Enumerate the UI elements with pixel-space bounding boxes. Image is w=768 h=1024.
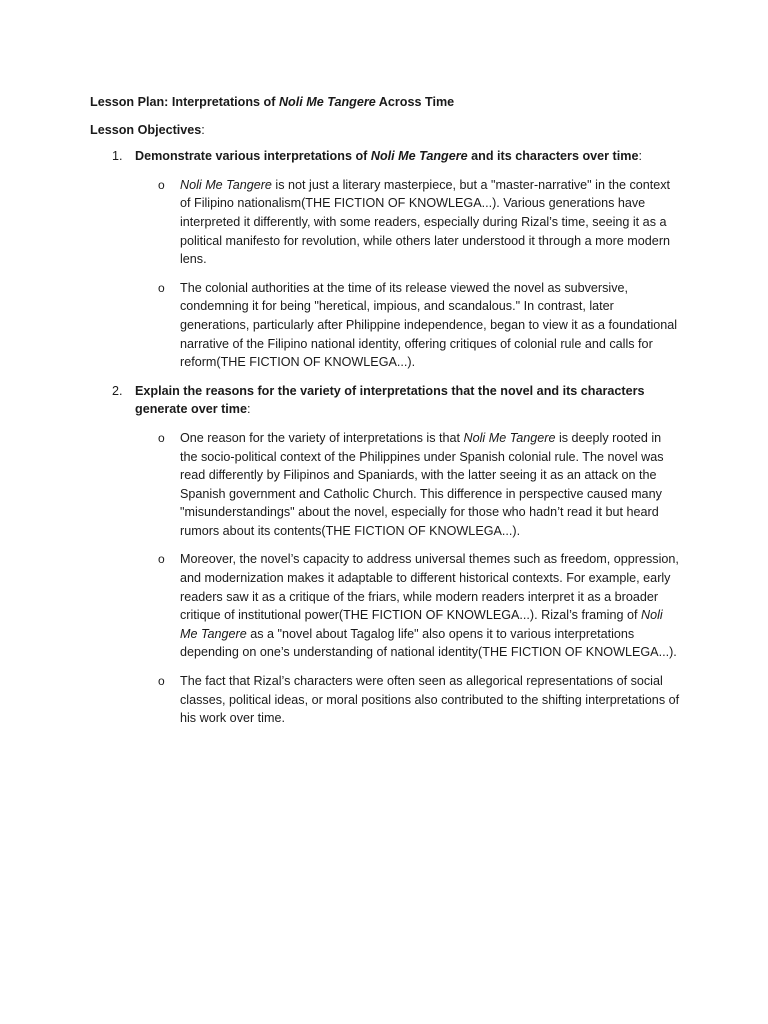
bullet-text-after: as a "novel about Tagalog life" also opens it to various interpretations depending on one’s understanding of national identity(THE FICTION OF KNOWLEGA...). <box>180 626 677 660</box>
document-page <box>90 93 690 738</box>
objectives-label-text: Lesson Objectives <box>90 122 202 137</box>
bullet-body: is not just a literary masterpiece, but a "master-narrative" in the context of Filipino nationalism(THE FICTION OF KNOWLEGA...). Various generations have interpreted it differently, with some readers, especially during Rizal’s time, seeing it as a political manifesto for revolution, while others later understood it through a more modern lens. <box>180 177 671 267</box>
bullet-marker: o <box>158 552 165 567</box>
bullet-text: The colonial authorities at the time of its release viewed the novel as subversive, condemning it for being "heretical, impious, and scandalous." In contrast, later generations, particularly after Philippine independence, began to view it as a foundational narrative of the Filipino national identity, offering critiques of colonial rule and calls for reform(THE FICTION OF KNOWLEGA...). <box>180 280 678 370</box>
objectives-label-colon: : <box>201 122 205 137</box>
title-italic: Noli Me Tangere <box>278 95 376 109</box>
objective-2 <box>90 382 690 728</box>
title-suffix: Across Time <box>375 95 455 109</box>
list-item <box>135 550 680 662</box>
objective-number: 2. <box>112 383 123 398</box>
bullet-marker: o <box>158 280 165 295</box>
objective-1 <box>90 147 690 372</box>
page-title <box>90 93 690 112</box>
objective-heading <box>135 147 690 166</box>
list-item <box>135 429 680 541</box>
list-item <box>135 176 680 269</box>
bullet-marker: o <box>158 430 165 445</box>
bullet-text: The fact that Rizal’s characters were often seen as allegorical representations of social classes, political ideas, or moral positions also contributed to the shifting interpretations of his work over time. <box>180 674 680 726</box>
heading-colon: : <box>247 402 251 417</box>
bullet-italic-lead: Noli Me Tangere <box>180 177 272 192</box>
heading-suffix: and its characters over time <box>467 149 639 164</box>
bullet-text <box>180 176 680 269</box>
objectives-label <box>90 121 690 140</box>
heading-text: Explain the reasons for the variety of interpretations that the novel and its characters generate over time <box>135 383 645 417</box>
bullet-text <box>180 550 680 662</box>
bullet-text-before: One reason for the variety of interpretations is that <box>180 430 464 445</box>
bullet-text-before: Moreover, the novel’s capacity to address universal themes such as freedom, oppression, and modernization makes it adaptable to different historical contexts. For example, early readers saw it as a critique of the friars, while modern readers interpret it as a broader critique of institutional power(THE FICTION OF KNOWLEGA...). Rizal’s framing of <box>180 552 679 623</box>
bullet-text <box>180 429 680 541</box>
bullet-italic-mid: Noli Me Tangere <box>180 608 663 641</box>
list-item <box>135 672 680 728</box>
heading-italic: Noli Me Tangere <box>370 149 468 164</box>
bullet-marker: o <box>158 674 165 689</box>
heading-prefix: Demonstrate various interpretations of <box>135 149 371 164</box>
bullet-italic-mid: Noli Me Tangere <box>463 430 556 445</box>
list-item <box>135 279 680 372</box>
objective-heading <box>135 382 690 419</box>
bullet-marker: o <box>158 177 165 192</box>
title-prefix: Lesson Plan: Interpretations of <box>90 95 279 109</box>
objective-number: 1. <box>112 149 123 164</box>
heading-colon: : <box>638 149 642 164</box>
bullet-text-after: is deeply rooted in the socio-political context of the Philippines under Spanish colonial rule. The novel was read differently by Filipinos and Spaniards, with the latter seeing it as an attack on the Spanish government and Catholic Church. This difference in perspective caused many "misunderstandings" about the novel, especially for those who hadn’t read it but heard rumors about its contents(THE FICTION OF KNOWLEGA...). <box>180 430 664 538</box>
